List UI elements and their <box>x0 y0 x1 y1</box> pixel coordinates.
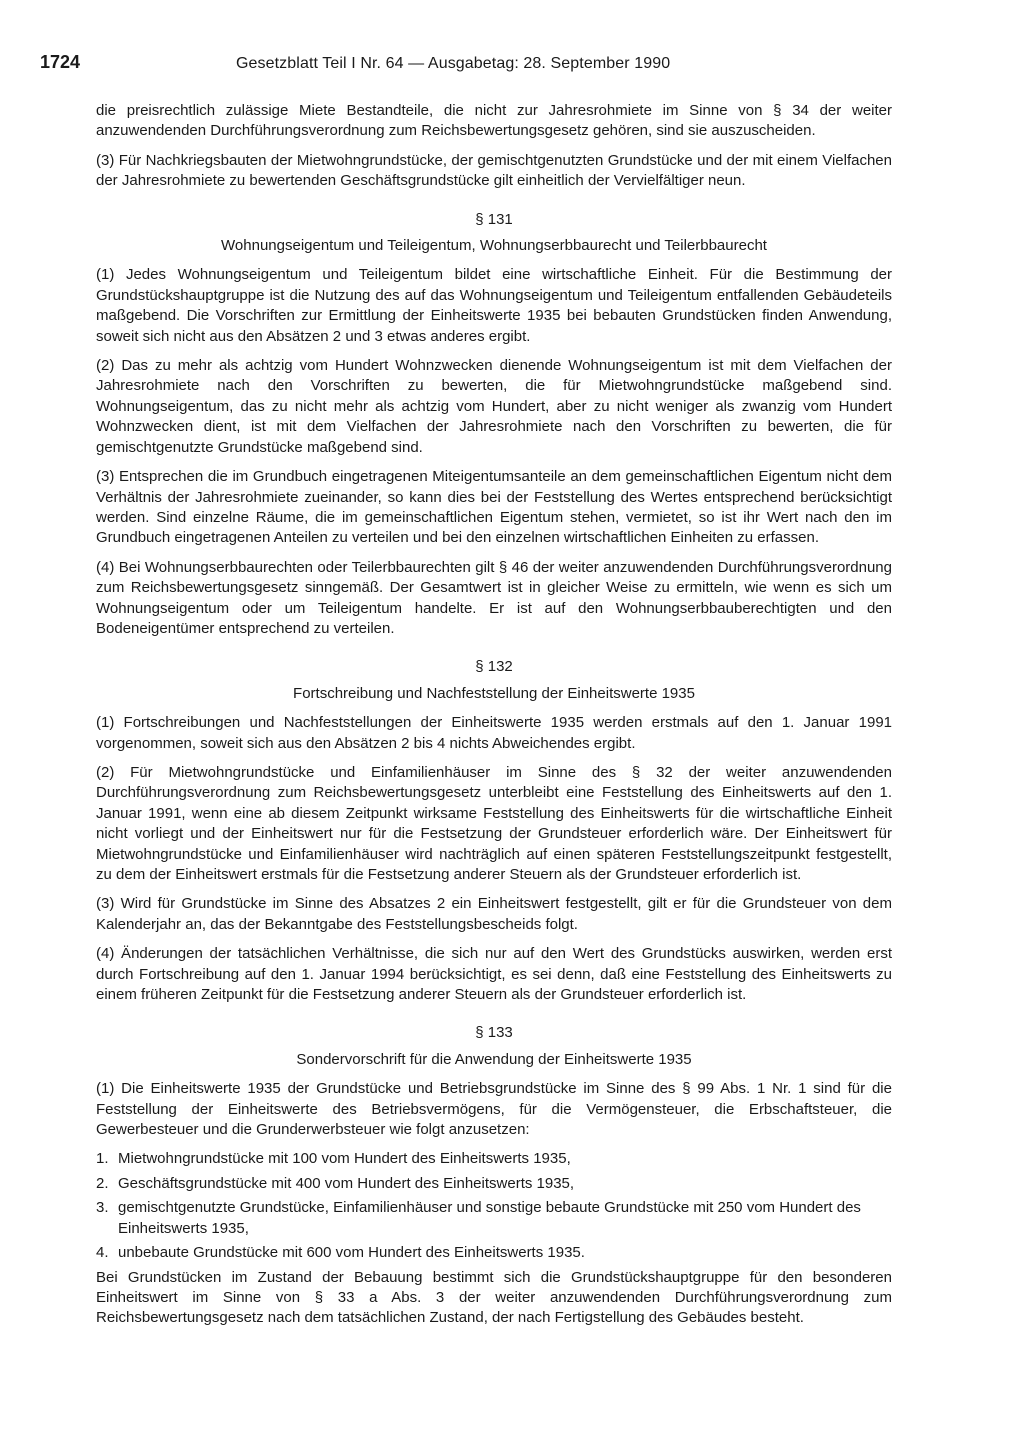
section-131-title: Wohnungseigentum und Teileigentum, Wohnungserbbaurecht und Teilerbbaurecht <box>221 237 767 255</box>
intro-paragraph-1: die preisrechtlich zulässige Miete Bestandteile, die nicht zur Jahresrohmiete im Sinne von § 34 der weiter anzuwendenden Durchführungsverordnung zum Reichsbewertungsgesetz gehören, sind sie auszuscheiden. <box>96 102 892 140</box>
section-132-paragraph-4: (4) Änderungen der tatsächlichen Verhältnisse, die sich nur auf den Wert des Grundstücks auswirken, werden erst durch Fortschreibung auf den 1. Januar 1994 berücksichtigt, es sei denn, daß eine Feststellung des Einheitswerts zu einem früheren Zeitpunkt für die Festsetzung anderer Steuern als der Grundsteuer erforderlich ist. <box>96 945 892 1004</box>
list-item-number: 1. <box>96 1150 109 1168</box>
section-132-number: § 132 <box>475 658 513 676</box>
section-133-paragraph-1: (1) Die Einheitswerte 1935 der Grundstücke und Betriebsgrundstücke im Sinne des § 99 Abs. 1 Nr. 1 sind für die Feststellung der Einheitswerte des Betriebsvermögens, für die Vermögensteuer, die Erbschaftsteuer, die Gewerbesteuer und die Grunderwerbsteuer wie folgt anzusetzen: <box>96 1080 892 1139</box>
intro-paragraph-2: (3) Für Nachkriegsbauten der Mietwohngrundstücke, der gemischtgenutzten Grundstücke und der mit einem Vielfachen der Jahresrohmiete zu bewertenden Geschäftsgrundstücke gilt einheitlich der Vervielfältiger neun. <box>96 151 892 190</box>
body-text <box>96 101 892 1338</box>
section-133-paragraph-2: Bei Grundstücken im Zustand der Bebauung bestimmt sich die Grundstückshauptgruppe für den besonderen Einheitswert im Sinne von § 33 a Abs. 3 der weiter anzuwendenden Durchführungsverordnung zum Reichsbewertungsgesetz nach dem tatsächlichen Zustand, der nach Fertigstellung des Gebäudes besteht. <box>96 1268 892 1327</box>
section-133-number: § 133 <box>475 1024 513 1042</box>
list-item-text: unbebaute Grundstücke mit 600 vom Hundert des Einheitswerts 1935. <box>118 1244 585 1262</box>
list-item-text: Geschäftsgrundstücke mit 400 vom Hundert des Einheitswerts 1935, <box>118 1174 575 1192</box>
section-132-paragraph-2: (2) Für Mietwohngrundstücke und Einfamilienhäuser im Sinne des § 32 der weiter anzuwendenden Durchführungsverordnung zum Reichsbewertungsgesetz unterbleibt eine Feststellung des Einheitswerts auf den 1. Januar 1991, wenn eine ab diesem Zeitpunkt wirksame Feststellung des Einheitswerts für die wirtschaftliche Einheit nicht vorliegt und der Einheitswert nur für die Festsetzung der Grundsteuer erforderlich wäre. Der Einheitswert für Mietwohngrundstücke und Einfamilienhäuser wird nachträglich auf einen späteren Feststellungszeitpunkt festgestellt, zu dem der Einheitswert erstmals für die Festsetzung anderer Steuern als der Grundsteuer erforderlich ist. <box>96 763 892 883</box>
section-131-paragraph-4: (4) Bei Wohnungserbbaurechten oder Teilerbbaurechten gilt § 46 der weiter anzuwendenden Durchführungsverordnung zum Reichsbewertungsgesetz sinngemäß. Der Gesamtwert ist in gleicher Weise zu ermitteln, wie wenn es sich um Wohnungseigentum oder um Teileigentum handelte. Er ist auf den Wohnungserbbauberechtigten und den Bodeneigentümer entsprechend zu verteilen. <box>96 558 892 637</box>
section-131-number: § 131 <box>475 210 513 228</box>
section-133-title: Sondervorschrift für die Anwendung der Einheitswerte 1935 <box>296 1050 692 1068</box>
section-132-paragraph-3: (3) Wird für Grundstücke im Sinne des Absatzes 2 ein Einheitswert festgestellt, gilt er für die Grundsteuer von dem Kalenderjahr an, das der Bekanntgabe des Feststellungsbescheids folgt. <box>96 895 892 933</box>
list-item-number: 4. <box>96 1244 109 1262</box>
list-item-number: 3. <box>96 1199 109 1217</box>
list-item-text: gemischtgenutzte Grundstücke, Einfamilienhäuser und sonstige bebaute Grundstücke mit 250 vom Hundert des Einheitswerts 1935, <box>118 1199 861 1237</box>
section-131-paragraph-3: (3) Entsprechen die im Grundbuch eingetragenen Miteigentumsanteile an dem gemeinschaftlichen Eigentum nicht dem Verhältnis der Jahresrohmiete zueinander, so kann dies bei der Feststellung des Wertes entsprechend berücksichtigt werden. Sind einzelne Räume, die im gemeinschaftlichen Eigentum stehen, vermietet, so ist ihr Wert nach den im Grundbuch eingetragenen Anteilen zu verteilen und bei den einzelnen wirtschaftlichen Einheiten zu erfassen. <box>96 468 892 547</box>
section-132-paragraph-1: (1) Fortschreibungen und Nachfeststellungen der Einheitswerte 1935 werden erstmals auf den 1. Januar 1991 vorgenommen, soweit sich aus den Absätzen 2 bis 4 nichts Abweichendes ergibt. <box>96 714 892 752</box>
list-item-number: 2. <box>96 1174 109 1192</box>
running-head: Gesetzblatt Teil I Nr. 64 — Ausgabetag: 28. September 1990 <box>236 55 671 72</box>
section-131-paragraph-2: (2) Das zu mehr als achtzig vom Hundert Wohnzwecken dienende Wohnungseigentum ist mit dem Vielfachen der Jahresrohmiete nach den Vorschriften zu bewerten, die für Mietwohngrundstücke maßgebend sind. Wohnungseigentum, das zu nicht mehr als achtzig vom Hundert, aber zu nicht weniger als zwanzig vom Hundert Wohnzwecken dient, ist mit dem Vielfachen der Jahresrohmiete nach den Vorschriften zu bewerten, die für gemischtgenutzte Grundstücke maßgebend sind. <box>96 357 892 456</box>
page-header <box>40 52 1000 73</box>
section-131-paragraph-1: (1) Jedes Wohnungseigentum und Teileigentum bildet eine wirtschaftliche Einheit. Für die Bestimmung der Grundstückshauptgruppe ist die Nutzung des auf das Wohnungseigentum und Teileigentum entfallenden Gebäudeteils maßgebend. Die Vorschriften zur Ermittlung der Einheitswerte 1935 bei bebauten Grundstücken finden Anwendung, soweit sich nicht aus den Absätzen 2 und 3 etwas anderes ergibt. <box>96 266 892 345</box>
section-132-title: Fortschreibung und Nachfeststellung der Einheitswerte 1935 <box>293 684 695 702</box>
list-item <box>96 1198 892 1239</box>
list-item <box>96 1243 892 1263</box>
section-133-list <box>96 1149 892 1263</box>
list-item-text: Mietwohngrundstücke mit 100 vom Hundert des Einheitswerts 1935, <box>118 1150 571 1168</box>
list-item <box>96 1174 892 1194</box>
page-number: 1724 <box>40 52 81 72</box>
list-item <box>96 1149 892 1169</box>
